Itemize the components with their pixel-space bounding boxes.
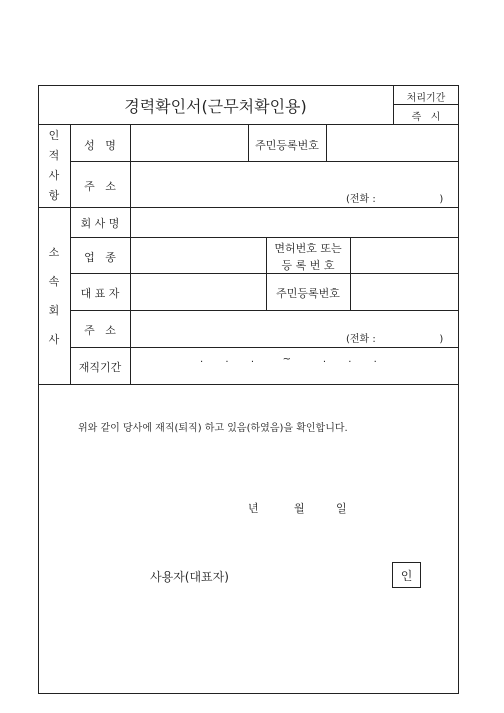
resident-number-label: 주민등록번호 bbox=[255, 139, 319, 152]
company-bottom-line bbox=[38, 384, 459, 385]
date-month: 월 bbox=[294, 502, 305, 515]
processing-divider bbox=[393, 104, 459, 105]
company-address-label: 주 소 bbox=[84, 324, 116, 337]
signature-label: 사용자(대표자) bbox=[150, 570, 229, 584]
date-year: 년 bbox=[248, 502, 259, 515]
frame-left bbox=[38, 85, 39, 694]
representative-label: 대 표 자 bbox=[80, 287, 120, 300]
frame-bottom bbox=[38, 693, 459, 694]
employment-period-value: . . . ~ . . . bbox=[200, 354, 377, 365]
address-label: 주 소 bbox=[84, 180, 116, 193]
business-type-label: 업 종 bbox=[84, 251, 116, 264]
name-field[interactable] bbox=[131, 125, 248, 161]
representative-resident-label: 주민등록번호 bbox=[276, 287, 340, 300]
company-name-field[interactable] bbox=[131, 208, 458, 237]
processing-period-value: 즉 시 bbox=[411, 112, 441, 123]
company-section-label: 소 속 회 사 bbox=[48, 246, 60, 346]
confirmation-statement: 위와 같이 당사에 재직(퇴직) 하고 있음(하였음)을 확인합니다. bbox=[78, 423, 348, 434]
frame-right bbox=[458, 85, 459, 694]
resident-number-field[interactable] bbox=[327, 125, 458, 161]
processing-period-label: 처리기간 bbox=[406, 93, 446, 104]
license-label-line1: 면허번호 또는 bbox=[274, 242, 342, 255]
frame-top bbox=[38, 85, 459, 86]
business-type-field[interactable] bbox=[131, 238, 266, 273]
seal-text: 인 bbox=[400, 569, 413, 583]
name-label: 성 명 bbox=[84, 139, 116, 152]
employment-period-label: 재직기간 bbox=[78, 361, 122, 374]
representative-field[interactable] bbox=[131, 274, 266, 310]
phone-text: (전화 : ) bbox=[346, 194, 444, 205]
personal-section-label: 인 적 사 항 bbox=[48, 129, 60, 202]
company-phone-text: (전화 : ) bbox=[346, 334, 444, 345]
date-day: 일 bbox=[336, 502, 347, 515]
license-number-field[interactable] bbox=[351, 238, 458, 273]
license-label-line2: 등 록 번 호 bbox=[281, 259, 335, 272]
representative-resident-field[interactable] bbox=[351, 274, 458, 310]
company-name-label: 회 사 명 bbox=[80, 217, 120, 230]
document-title: 경력확인서(근무처확인용) bbox=[124, 97, 307, 116]
